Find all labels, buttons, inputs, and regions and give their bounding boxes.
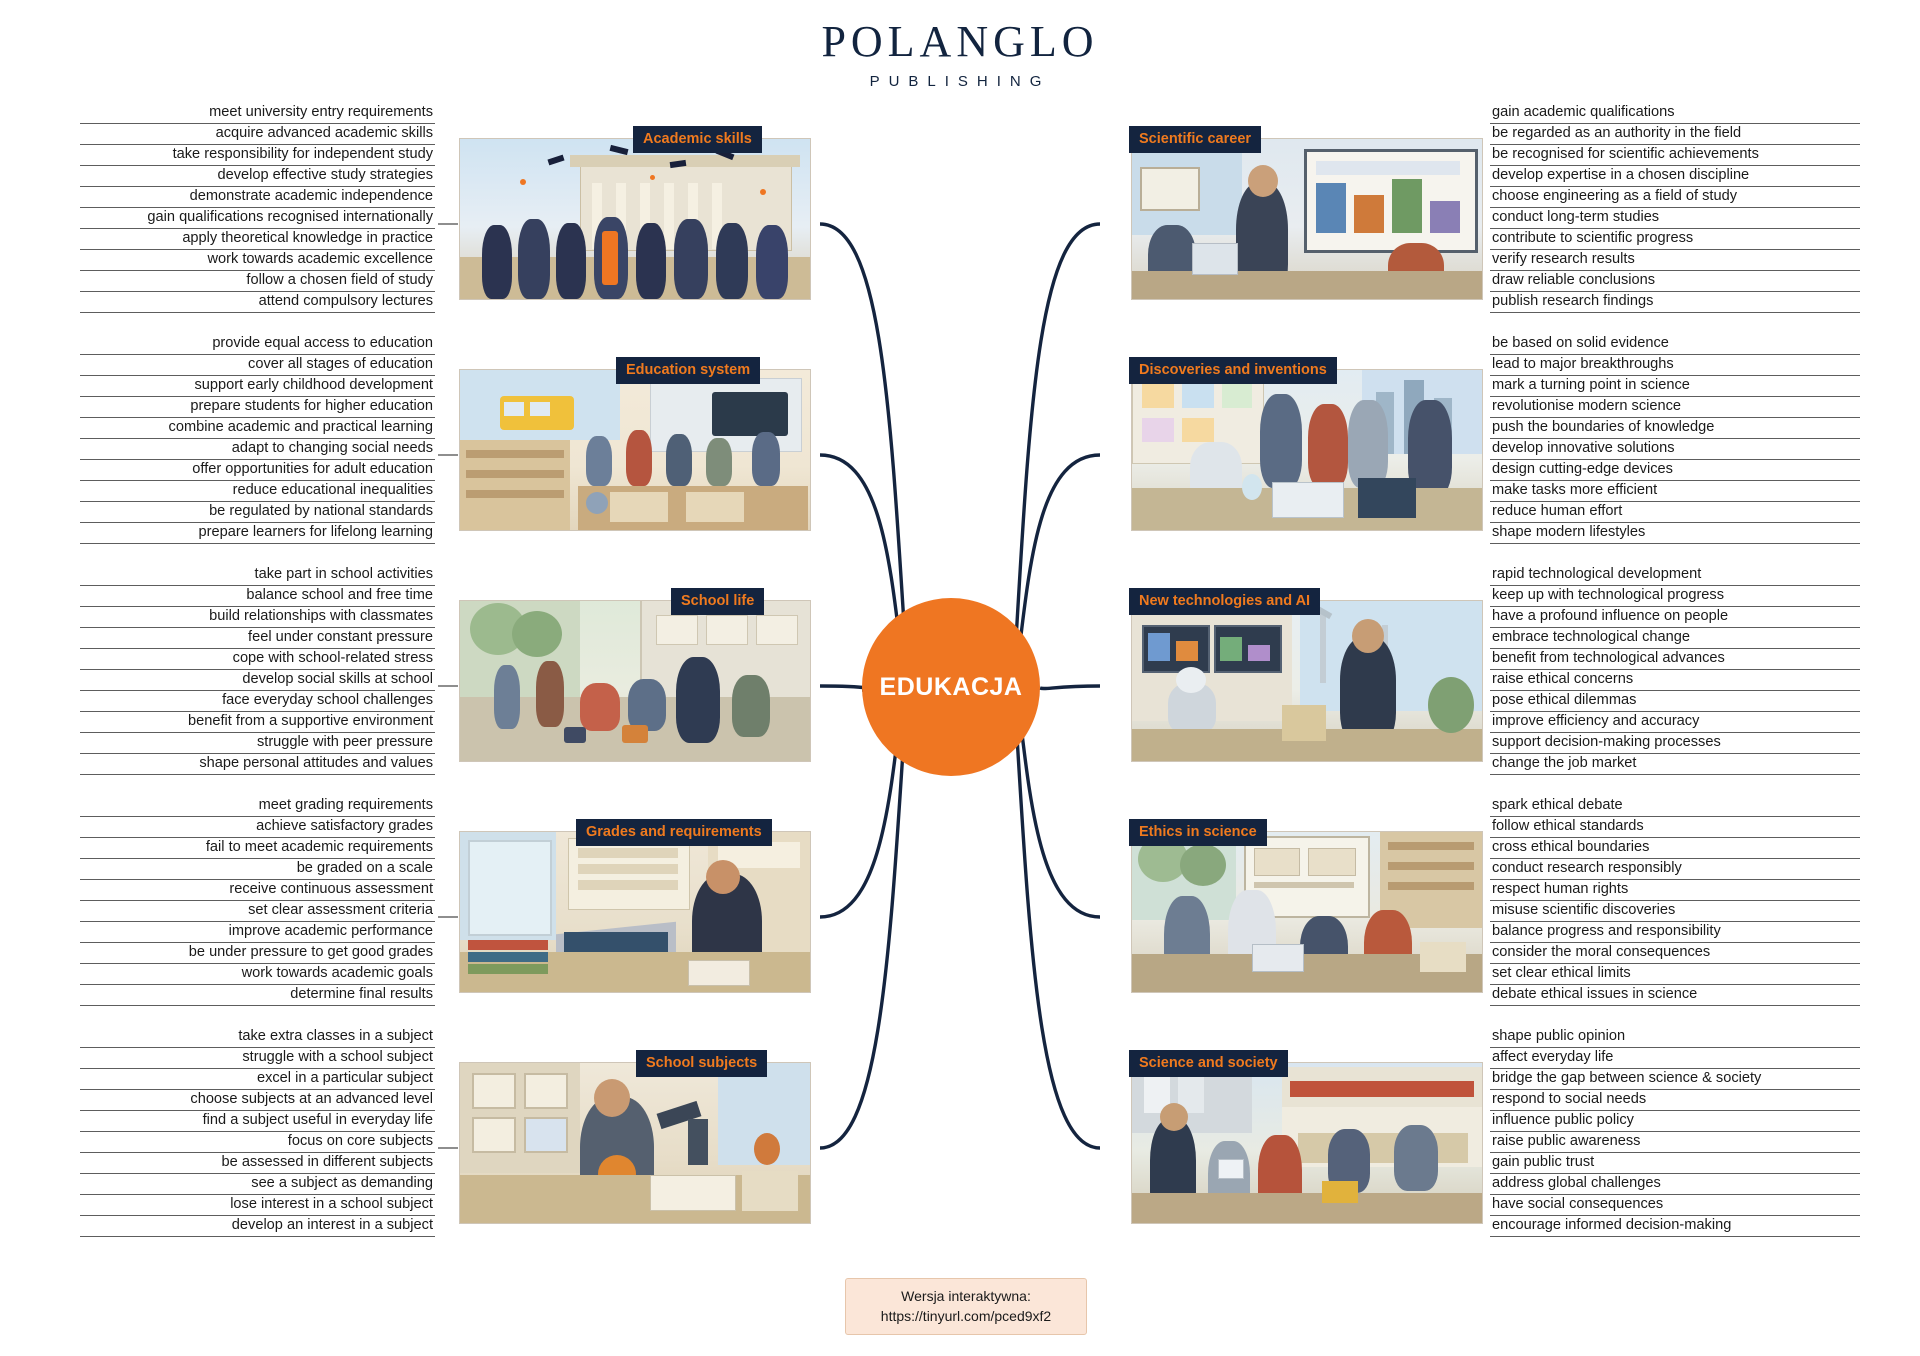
phrase-item[interactable]: develop effective study strategies [80,166,435,187]
phrase-item[interactable]: be graded on a scale [80,859,435,880]
phrase-item[interactable]: attend compulsory lectures [80,292,435,313]
phrase-item[interactable]: adapt to changing social needs [80,439,435,460]
phrase-item[interactable]: take part in school activities [80,565,435,586]
phrase-item[interactable]: benefit from a supportive environment [80,712,435,733]
phrase-item[interactable]: gain qualifications recognised internationally [80,208,435,229]
interactive-version-url[interactable]: https://tinyurl.com/pced9xf2 [880,1308,1052,1324]
illustration-grades-and-requirements[interactable] [459,831,811,993]
phrase-item[interactable]: misuse scientific discoveries [1490,901,1860,922]
branch-label-discoveries-and-inventions[interactable]: Discoveries and inventions [1129,357,1337,384]
phrase-item[interactable]: be recognised for scientific achievements [1490,145,1860,166]
interactive-version-note[interactable] [845,1278,1087,1335]
phrase-item[interactable]: revolutionise modern science [1490,397,1860,418]
phrase-item[interactable]: be regarded as an authority in the field [1490,124,1860,145]
phrase-item[interactable]: cover all stages of education [80,355,435,376]
phrase-item[interactable]: address global challenges [1490,1174,1860,1195]
phrase-item[interactable]: meet university entry requirements [80,103,435,124]
phrase-list-discoveries-and-inventions [1490,334,1860,544]
phrase-item[interactable]: have social consequences [1490,1195,1860,1216]
phrase-item[interactable]: debate ethical issues in science [1490,985,1860,1006]
illustration-school-subjects[interactable] [459,1062,811,1224]
phrase-list-ethics-in-science [1490,796,1860,1006]
phrase-item[interactable]: reduce human effort [1490,502,1860,523]
phrase-item[interactable]: keep up with technological progress [1490,586,1860,607]
phrase-item[interactable]: embrace technological change [1490,628,1860,649]
brand-subtitle: PUBLISHING [869,73,1051,90]
phrase-item[interactable]: choose engineering as a field of study [1490,187,1860,208]
illustration-education-system[interactable] [459,369,811,531]
phrase-list-school-life [80,565,435,775]
phrase-item[interactable]: be under pressure to get good grades [80,943,435,964]
phrase-list-new-technologies-and-ai [1490,565,1860,775]
phrase-item[interactable]: work towards academic excellence [80,250,435,271]
phrase-item[interactable]: publish research findings [1490,292,1860,313]
phrase-item[interactable]: spark ethical debate [1490,796,1860,817]
phrase-item[interactable]: take responsibility for independent study [80,145,435,166]
phrase-item[interactable]: respond to social needs [1490,1090,1860,1111]
phrase-list-education-system [80,334,435,544]
phrase-item[interactable]: shape modern lifestyles [1490,523,1860,544]
phrase-item[interactable]: contribute to scientific progress [1490,229,1860,250]
phrase-item[interactable]: develop expertise in a chosen discipline [1490,166,1860,187]
phrase-item[interactable]: feel under constant pressure [80,628,435,649]
phrase-list-academic-skills [80,103,435,313]
branch-label-science-and-society[interactable]: Science and society [1129,1050,1288,1077]
phrase-item[interactable]: shape personal attitudes and values [80,754,435,775]
illustration-science-and-society[interactable] [1131,1062,1483,1224]
phrase-item[interactable]: determine final results [80,985,435,1006]
phrase-item[interactable]: respect human rights [1490,880,1860,901]
phrase-item[interactable]: influence public policy [1490,1111,1860,1132]
phrase-item[interactable]: improve efficiency and accuracy [1490,712,1860,733]
phrase-item[interactable]: be assessed in different subjects [80,1153,435,1174]
branch-label-scientific-career[interactable]: Scientific career [1129,126,1261,153]
central-node[interactable] [862,598,1040,776]
phrase-item[interactable]: lead to major breakthroughs [1490,355,1860,376]
phrase-item[interactable]: struggle with peer pressure [80,733,435,754]
phrase-item[interactable]: support early childhood development [80,376,435,397]
phrase-item[interactable]: conduct research responsibly [1490,859,1860,880]
branch-label-new-technologies-and-ai[interactable]: New technologies and AI [1129,588,1320,615]
phrase-item[interactable]: affect everyday life [1490,1048,1860,1069]
phrase-item[interactable]: improve academic performance [80,922,435,943]
phrase-item[interactable]: gain academic qualifications [1490,103,1860,124]
illustration-discoveries-and-inventions[interactable] [1131,369,1483,531]
illustration-scientific-career[interactable] [1131,138,1483,300]
branch-label-school-subjects[interactable]: School subjects [636,1050,767,1077]
phrase-item[interactable]: benefit from technological advances [1490,649,1860,670]
phrase-item[interactable]: excel in a particular subject [80,1069,435,1090]
phrase-item[interactable]: rapid technological development [1490,565,1860,586]
phrase-list-science-and-society [1490,1027,1860,1237]
phrase-item[interactable]: balance progress and responsibility [1490,922,1860,943]
interactive-version-label: Wersja interaktywna: [901,1288,1031,1304]
phrase-item[interactable]: be based on solid evidence [1490,334,1860,355]
phrase-item[interactable]: take extra classes in a subject [80,1027,435,1048]
phrase-list-school-subjects [80,1027,435,1237]
illustration-ethics-in-science[interactable] [1131,831,1483,993]
phrase-item[interactable]: change the job market [1490,754,1860,775]
phrase-item[interactable]: follow ethical standards [1490,817,1860,838]
illustration-school-life[interactable] [459,600,811,762]
phrase-item[interactable]: meet grading requirements [80,796,435,817]
phrase-item[interactable]: cope with school-related stress [80,649,435,670]
branch-label-grades-and-requirements[interactable]: Grades and requirements [576,819,772,846]
brand-title: POLANGLO [821,17,1099,66]
branch-label-school-life[interactable]: School life [671,588,764,615]
phrase-item[interactable]: prepare learners for lifelong learning [80,523,435,544]
phrase-item[interactable]: consider the moral consequences [1490,943,1860,964]
phrase-item[interactable]: support decision-making processes [1490,733,1860,754]
illustration-new-technologies-and-ai[interactable] [1131,600,1483,762]
phrase-item[interactable]: fail to meet academic requirements [80,838,435,859]
illustration-academic-skills[interactable] [459,138,811,300]
phrase-item[interactable]: build relationships with classmates [80,607,435,628]
phrase-item[interactable]: offer opportunities for adult education [80,460,435,481]
branch-label-education-system[interactable]: Education system [616,357,760,384]
phrase-item[interactable]: combine academic and practical learning [80,418,435,439]
phrase-item[interactable]: receive continuous assessment [80,880,435,901]
phrase-item[interactable]: design cutting-edge devices [1490,460,1860,481]
phrase-item[interactable]: reduce educational inequalities [80,481,435,502]
phrase-item[interactable]: raise ethical concerns [1490,670,1860,691]
phrase-item[interactable]: demonstrate academic independence [80,187,435,208]
phrase-item[interactable]: shape public opinion [1490,1027,1860,1048]
phrase-item[interactable]: work towards academic goals [80,964,435,985]
phrase-item[interactable]: balance school and free time [80,586,435,607]
phrase-item[interactable]: set clear ethical limits [1490,964,1860,985]
phrase-item[interactable]: have a profound influence on people [1490,607,1860,628]
phrase-item[interactable]: choose subjects at an advanced level [80,1090,435,1111]
page-header [0,16,1920,90]
phrase-item[interactable]: cross ethical boundaries [1490,838,1860,859]
central-node-label: EDUKACJA [879,672,1023,701]
phrase-item[interactable]: set clear assessment criteria [80,901,435,922]
phrase-item[interactable]: develop an interest in a subject [80,1216,435,1237]
phrase-item[interactable]: encourage informed decision-making [1490,1216,1860,1237]
phrase-item[interactable]: acquire advanced academic skills [80,124,435,145]
phrase-item[interactable]: see a subject as demanding [80,1174,435,1195]
phrase-item[interactable]: be regulated by national standards [80,502,435,523]
phrase-item[interactable]: find a subject useful in everyday life [80,1111,435,1132]
phrase-item[interactable]: pose ethical dilemmas [1490,691,1860,712]
phrase-item[interactable]: face everyday school challenges [80,691,435,712]
phrase-item[interactable]: draw reliable conclusions [1490,271,1860,292]
phrase-item[interactable]: focus on core subjects [80,1132,435,1153]
phrase-item[interactable]: conduct long-term studies [1490,208,1860,229]
phrase-item[interactable]: push the boundaries of knowledge [1490,418,1860,439]
phrase-item[interactable]: verify research results [1490,250,1860,271]
phrase-item[interactable]: make tasks more efficient [1490,481,1860,502]
phrase-item[interactable]: struggle with a school subject [80,1048,435,1069]
phrase-item[interactable]: follow a chosen field of study [80,271,435,292]
phrase-item[interactable]: achieve satisfactory grades [80,817,435,838]
phrase-item[interactable]: develop social skills at school [80,670,435,691]
phrase-item[interactable]: lose interest in a school subject [80,1195,435,1216]
phrase-item[interactable]: prepare students for higher education [80,397,435,418]
branch-label-academic-skills[interactable]: Academic skills [633,126,762,153]
branch-label-ethics-in-science[interactable]: Ethics in science [1129,819,1267,846]
phrase-list-scientific-career [1490,103,1860,313]
phrase-item[interactable]: provide equal access to education [80,334,435,355]
phrase-item[interactable]: gain public trust [1490,1153,1860,1174]
phrase-item[interactable]: apply theoretical knowledge in practice [80,229,435,250]
phrase-item[interactable]: develop innovative solutions [1490,439,1860,460]
phrase-item[interactable]: raise public awareness [1490,1132,1860,1153]
phrase-list-grades-and-requirements [80,796,435,1006]
phrase-item[interactable]: mark a turning point in science [1490,376,1860,397]
phrase-item[interactable]: bridge the gap between science & society [1490,1069,1860,1090]
